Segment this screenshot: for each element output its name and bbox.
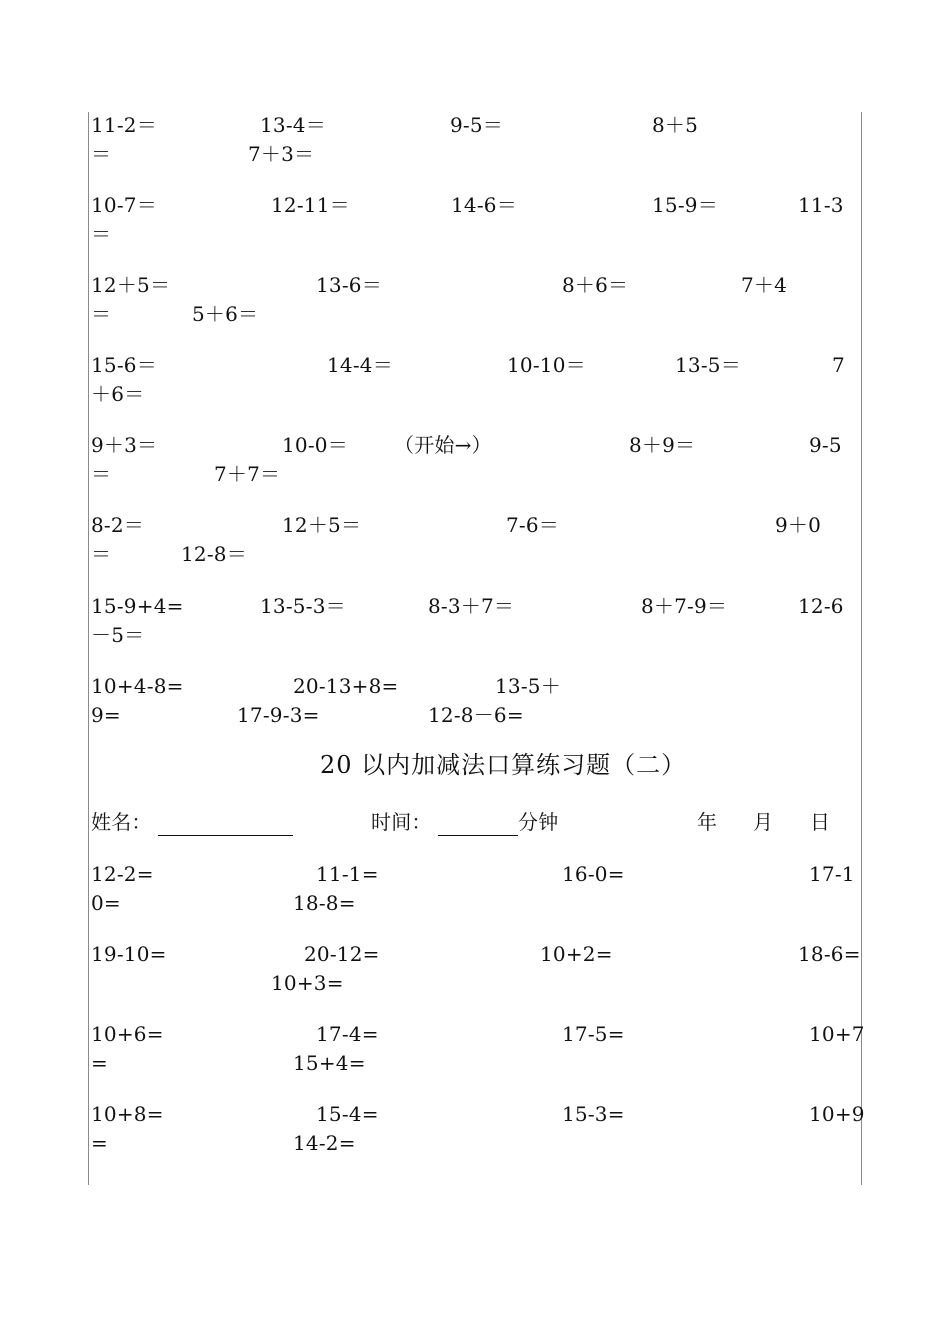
problem: 13-6＝ <box>316 273 382 297</box>
problem: 10+4-8= <box>91 674 184 698</box>
problem: 20-13+8= <box>293 674 399 698</box>
problem: 9＋3＝ <box>91 433 158 457</box>
problem: 8＋7-9＝ <box>641 594 728 618</box>
problem: 10+3= <box>271 971 344 995</box>
minutes-label: 分钟 <box>518 810 559 834</box>
problem: ＋6＝ <box>91 382 145 406</box>
problem: 7 <box>832 353 845 377</box>
problem: 12＋5＝ <box>91 273 171 297</box>
left-border-line <box>88 112 89 1185</box>
problem: 10+9 <box>809 1102 865 1126</box>
problem: 17-4= <box>316 1022 379 1046</box>
problem: 15-9＝ <box>652 193 718 217</box>
problem: 15-4= <box>316 1102 379 1126</box>
problem: = <box>91 1051 108 1075</box>
problem: 0= <box>91 891 121 915</box>
start-marker: （开始→） <box>394 433 492 457</box>
problem: 9= <box>91 703 121 727</box>
problem: 13-5＝ <box>675 353 741 377</box>
problem: 9-5 <box>809 433 842 457</box>
name-blank-line[interactable] <box>158 835 293 836</box>
problem: 9＋0 <box>775 513 822 537</box>
problem: 10-10＝ <box>507 353 586 377</box>
section-title: 20 以内加减法口算练习题（二） <box>320 751 687 779</box>
problem: 14-4＝ <box>327 353 393 377</box>
problem: 10+6= <box>91 1022 164 1046</box>
problem: 13-4＝ <box>260 113 326 137</box>
year-label: 年 <box>697 810 718 834</box>
problem: 18-6= <box>798 942 861 966</box>
problem: 15+4= <box>293 1051 366 1075</box>
problem: 10+7 <box>809 1022 865 1046</box>
problem: 11-1= <box>316 862 379 886</box>
problem: 15-6＝ <box>91 353 157 377</box>
problem: ＝ <box>91 142 112 166</box>
problem: 7＋3＝ <box>248 142 315 166</box>
problem: 17-1 <box>809 862 855 886</box>
problem: 5＋6＝ <box>192 302 259 326</box>
problem: ＝ <box>91 462 112 486</box>
problem: 9-5＝ <box>450 113 504 137</box>
problem: ＝ <box>91 302 112 326</box>
problem: 7-6＝ <box>506 513 560 537</box>
problem: 13-5-3＝ <box>260 594 346 618</box>
month-label: 月 <box>753 810 774 834</box>
problem: ＝ <box>91 222 112 246</box>
problem: 15-3= <box>562 1102 625 1126</box>
problem: 17-5= <box>562 1022 625 1046</box>
problem: 12-11＝ <box>271 193 350 217</box>
problem: 15-9+4= <box>91 594 184 618</box>
problem: 8＋6＝ <box>562 273 629 297</box>
problem: 18-8= <box>293 891 356 915</box>
problem: 10+8= <box>91 1102 164 1126</box>
problem: 13-5＋ <box>495 674 561 698</box>
problem: ＝ <box>91 542 112 566</box>
problem: 11-2＝ <box>91 113 157 137</box>
time-label: 时间： <box>371 810 432 834</box>
problem: 8＋9＝ <box>629 433 696 457</box>
problem: 10-7＝ <box>91 193 157 217</box>
problem: 12-2= <box>91 862 154 886</box>
problem: 10+2= <box>540 942 613 966</box>
problem: 8＋5 <box>652 113 699 137</box>
time-blank-line[interactable] <box>438 835 518 836</box>
problem: 20-12= <box>304 942 380 966</box>
problem: 12＋5＝ <box>282 513 362 537</box>
problem: －5＝ <box>91 623 145 647</box>
day-label: 日 <box>810 810 831 834</box>
problem: 16-0= <box>562 862 625 886</box>
problem: 12-8－6= <box>428 703 524 727</box>
problem: 11-3 <box>798 193 844 217</box>
name-label: 姓名： <box>91 810 152 834</box>
problem: 8-3＋7＝ <box>428 594 515 618</box>
problem: 14-2= <box>293 1131 356 1155</box>
problem: 17-9-3= <box>237 703 320 727</box>
problem: 8-2＝ <box>91 513 145 537</box>
problem: 7＋4 <box>741 273 788 297</box>
problem: 19-10= <box>91 942 167 966</box>
problem: 12-8＝ <box>181 542 247 566</box>
problem: 10-0＝ <box>282 433 348 457</box>
problem: 14-6＝ <box>451 193 517 217</box>
problem: 7＋7＝ <box>214 462 281 486</box>
problem: 12-6 <box>798 594 844 618</box>
problem: = <box>91 1131 108 1155</box>
